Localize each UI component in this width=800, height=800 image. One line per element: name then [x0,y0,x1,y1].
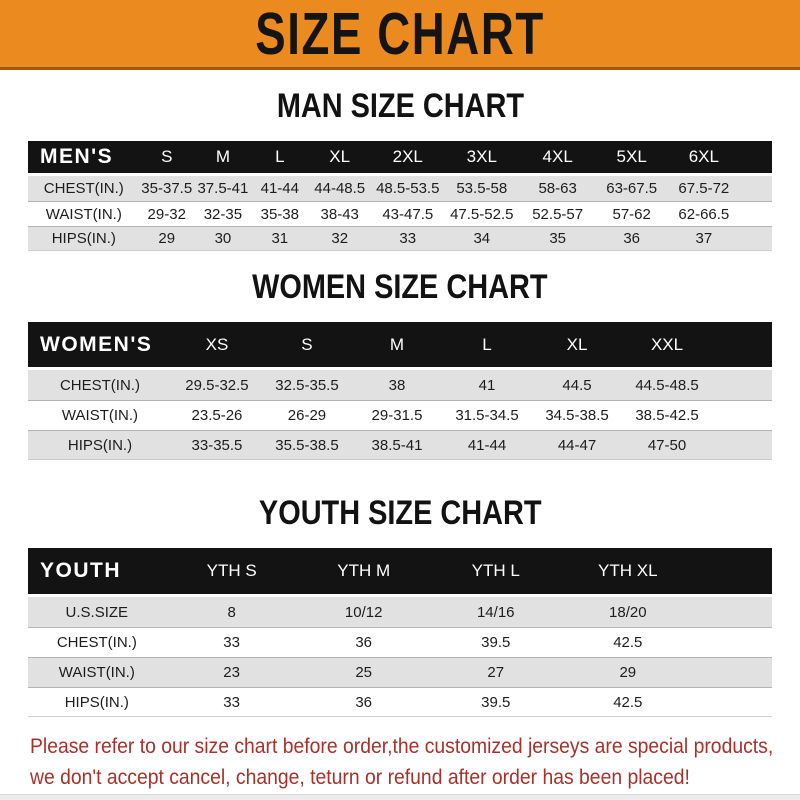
table-cell: 62-66.5 [678,205,730,223]
table-cell: 38-43 [320,205,359,223]
men-section-title-text: MAN SIZE CHART [276,87,524,125]
table-cell: 33-35.5 [191,436,243,454]
banner-title: SIZE CHART [255,0,545,67]
row-label: WAIST(IN.) [58,664,135,681]
table-cell: 38.5-41 [371,436,423,454]
table-row [28,400,772,430]
spacer-cell [694,548,772,594]
table-cell: 10/12 [344,603,383,621]
table-cell: 44.5 [562,376,592,394]
table-cell: 32-35 [203,205,243,223]
table-cell: 63-67.5 [606,180,658,197]
table-row [28,176,772,201]
spacer-cell [694,688,772,716]
table-cell: 33 [223,634,240,651]
column-header: XXL [650,334,684,354]
table-cell: 35 [549,230,566,247]
table-row [28,657,772,687]
table-cell: 23 [223,664,240,681]
men-section [0,87,800,251]
table-cell: 29 [158,230,176,247]
table-cell: 42.5 [613,693,643,711]
row-label: WAIST(IN.) [45,205,122,223]
men-section-title [0,87,800,126]
row-label: CHEST(IN.) [43,180,124,197]
table-cell: 29 [619,664,637,681]
table-cell: 26-29 [287,407,327,424]
table-cell: 31.5-34.5 [455,407,519,424]
spacer-cell [712,322,772,367]
table-cell: 47.5-52.5 [450,205,514,223]
column-header: XL [329,147,351,166]
table-cell: 18/20 [609,603,647,621]
men-table-header-row [28,141,772,173]
table-cell: 53.5-58 [456,180,508,197]
column-header: XS [205,334,229,354]
youth-section [0,494,800,717]
table-cell: 29-32 [147,205,186,223]
table-cell: 52.5-57 [532,205,584,223]
table-cell: 25 [355,664,373,681]
row-label: CHEST(IN.) [56,634,137,651]
table-cell: 34 [473,230,491,247]
column-header: L [275,147,285,166]
column-header: 5XL [616,147,647,166]
women-table-header-row [28,322,772,367]
row-label: HIPS(IN.) [51,230,116,247]
column-header: S [301,334,313,354]
column-header: YTH M [337,561,391,580]
spacer-cell [740,202,772,226]
table-cell: 32.5-35.5 [275,376,339,394]
row-label: CHEST(IN.) [59,376,140,394]
column-header: YTH XL [598,561,658,580]
disclaimer-line-2: we don't accept cancel, change, teturn or refund after order has been placed! [30,765,690,789]
disclaimer-line-1: Please refer to our size chart before order,the customized jerseys are special products, [30,734,774,758]
table-cell: 33 [223,693,240,711]
table-cell: 48.5-53.5 [376,180,440,197]
spacer-cell [694,658,772,687]
row-label: WAIST(IN.) [61,407,139,424]
table-row [28,370,772,400]
men-size-table [28,141,772,251]
table-cell: 29.5-32.5 [185,376,249,394]
column-header: XL [566,334,588,354]
spacer-cell [694,597,772,627]
spacer-cell [712,431,772,459]
table-row [28,430,772,460]
table-cell: 33 [399,230,417,247]
youth-table-header-label: YOUTH [40,559,121,582]
table-cell: 34.5-38.5 [545,407,609,424]
table-cell: 43-47.5 [382,205,434,223]
column-header: 2XL [392,147,423,166]
table-cell: 23.5-26 [191,407,243,424]
spacer-cell [740,227,772,250]
youth-size-table [28,548,772,717]
table-cell: 37.5-41 [197,180,249,197]
table-cell: 32 [331,230,349,247]
table-row [28,597,772,627]
youth-section-title-text: YOUTH SIZE CHART [258,494,542,532]
column-header: S [161,147,173,166]
table-cell: 29-31.5 [371,407,423,424]
men-table-header-label: MEN'S [40,145,114,168]
column-header: YTH L [471,561,520,580]
spacer-cell [712,370,772,400]
spacer-cell [740,176,772,201]
table-cell: 38.5-42.5 [635,407,699,424]
column-header: YTH S [206,561,257,580]
table-cell: 36 [355,693,373,711]
column-header: M [389,334,405,354]
disclaimer-text [0,732,800,794]
column-header: 3XL [466,147,497,166]
table-row [28,226,772,251]
table-row [28,201,772,226]
table-cell: 67.5-72 [678,180,730,197]
table-cell: 8 [227,603,236,621]
table-cell: 39.5 [481,693,511,711]
table-cell: 57-62 [612,205,651,223]
table-cell: 35-37.5 [141,180,193,197]
bottom-edge-strip [0,794,800,800]
youth-section-title [0,494,800,533]
column-header: 4XL [542,147,573,166]
table-cell: 30 [214,230,232,247]
youth-table-header-row [28,548,772,594]
column-header: M [215,147,230,166]
table-cell: 44-47 [557,436,597,454]
column-header: L [482,334,492,354]
row-label: HIPS(IN.) [67,436,133,454]
row-label: U.S.SIZE [65,603,129,621]
table-cell: 37 [695,230,713,247]
table-cell: 41-44 [260,180,299,197]
table-cell: 36 [355,634,373,651]
table-cell: 36 [623,230,641,247]
table-cell: 35-38 [260,205,299,223]
table-cell: 44-48.5 [314,180,366,197]
table-cell: 58-63 [538,180,577,197]
column-header: 6XL [688,147,719,166]
table-row [28,627,772,657]
spacer-cell [712,401,772,430]
women-section-title-text: WOMEN SIZE CHART [252,268,548,306]
spacer-cell [694,628,772,657]
row-label: HIPS(IN.) [64,693,129,711]
women-table-header-label: WOMEN'S [40,332,153,356]
table-cell: 35.5-38.5 [275,436,339,454]
table-cell: 47-50 [647,436,687,454]
table-cell: 41 [478,376,496,394]
table-cell: 14/16 [476,603,515,621]
table-cell: 44.5-48.5 [635,376,699,394]
table-cell: 27 [487,664,505,681]
table-cell: 38 [388,376,406,394]
size-chart-banner [0,0,800,70]
women-size-table [28,322,772,460]
table-cell: 42.5 [613,634,643,651]
table-cell: 41-44 [467,436,507,454]
table-cell: 39.5 [481,634,511,651]
table-cell: 31 [271,230,289,247]
women-section-title [0,268,800,307]
women-section [0,268,800,460]
table-row [28,687,772,717]
spacer-cell [740,141,772,173]
